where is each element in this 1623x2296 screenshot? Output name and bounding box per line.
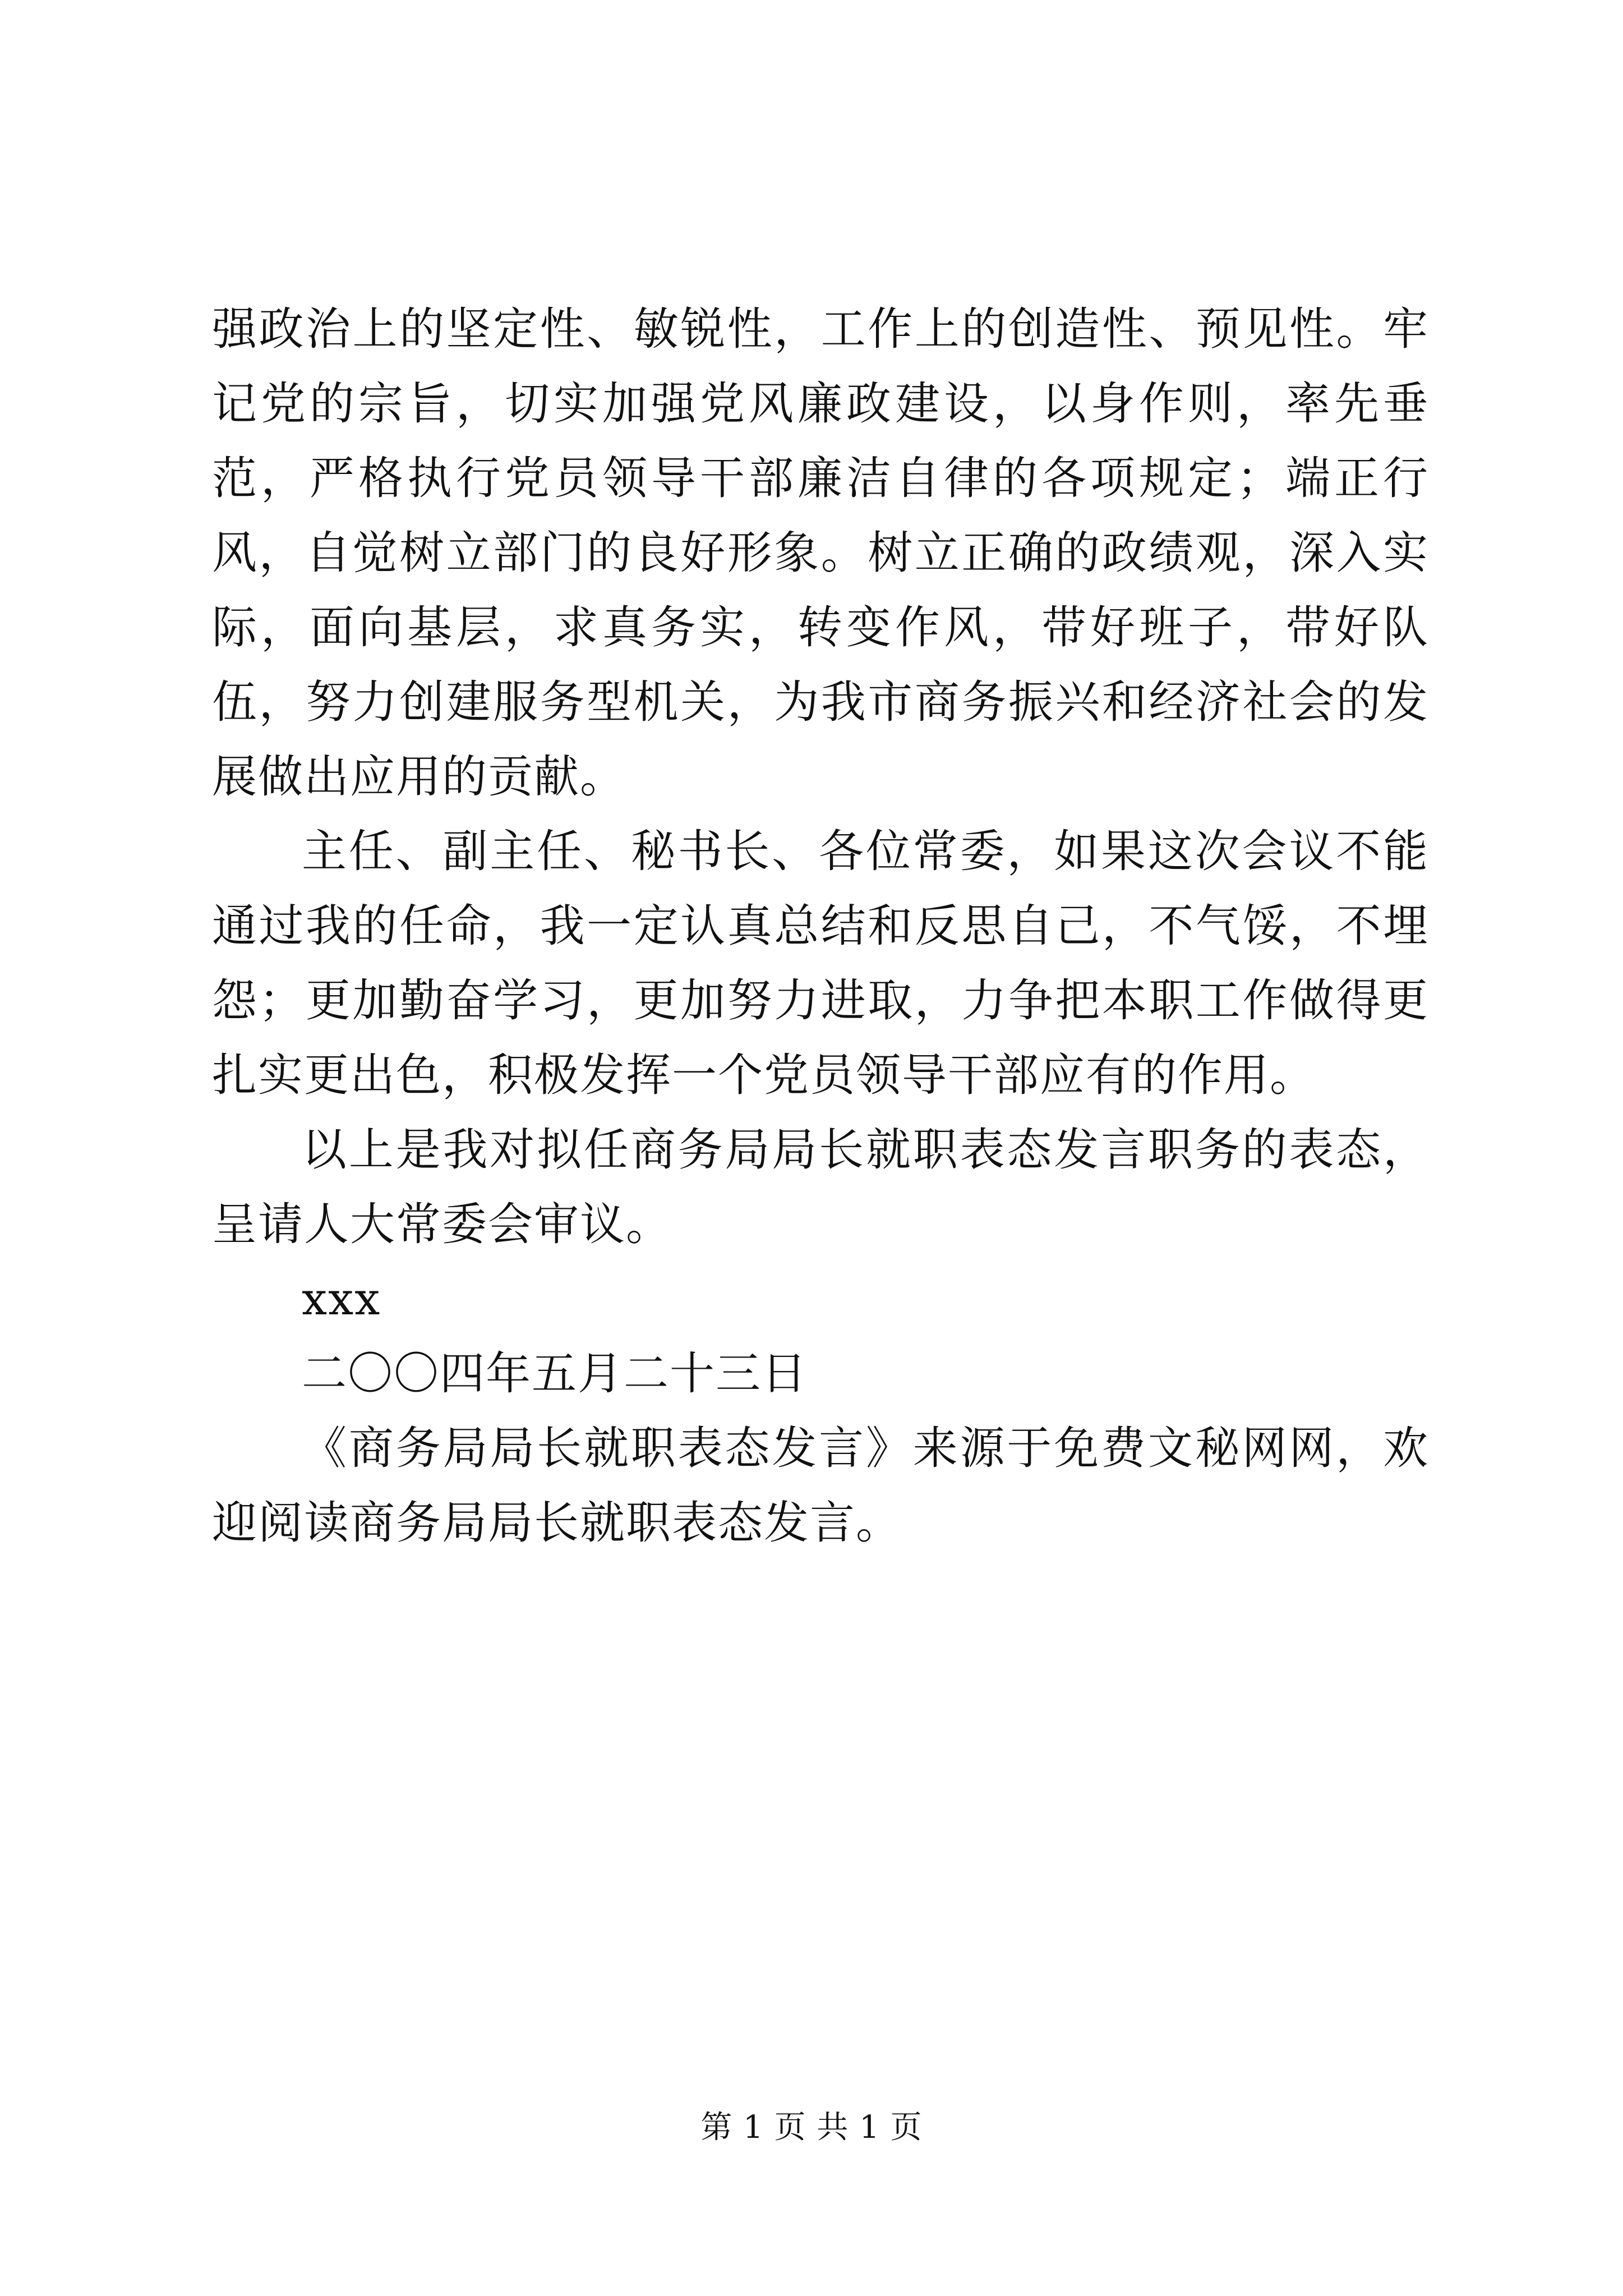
signature-name: xxx: [302, 1273, 381, 1325]
paragraph-continuation: 强政治上的坚定性、敏锐性，工作上的创造性、预见性。牢记党的宗旨，切实加强党风廉政建设，以身作则，率先垂范，严格执行党员领导干部廉洁自律的各项规定；端正行风，自觉树立部门的良好形象。树立正确的政绩观，深入实际，面向基层，求真务实，转变作风，带好班子，带好队伍，努力创建服务型机关，为我市商务振兴和经济社会的发展做出应用的贡献。: [212, 303, 1429, 803]
signature-date: 二〇〇四年五月二十三日: [302, 1347, 808, 1400]
source-note: 《商务局局长就职表态发言》来源于免费文秘网网，欢迎阅读商务局局长就职表态发言。: [212, 1422, 1429, 1549]
page-number-footer: 第 1 页 共 1 页: [700, 2109, 923, 2146]
paragraph-conclusion: 以上是我对拟任商务局局长就职表态发言职务的表态，呈请人大常委会审议。: [212, 1124, 1429, 1250]
document-body: [212, 292, 1429, 1560]
paragraph-appeal: 主任、副主任、秘书长、各位常委，如果这次会议不能通过我的任命，我一定认真总结和反思自己，不气馁，不埋怨；更加勤奋学习，更加努力进取，力争把本职工作做得更扎实更出色，积极发挥一个党员领导干部应有的作用。: [212, 825, 1429, 1101]
